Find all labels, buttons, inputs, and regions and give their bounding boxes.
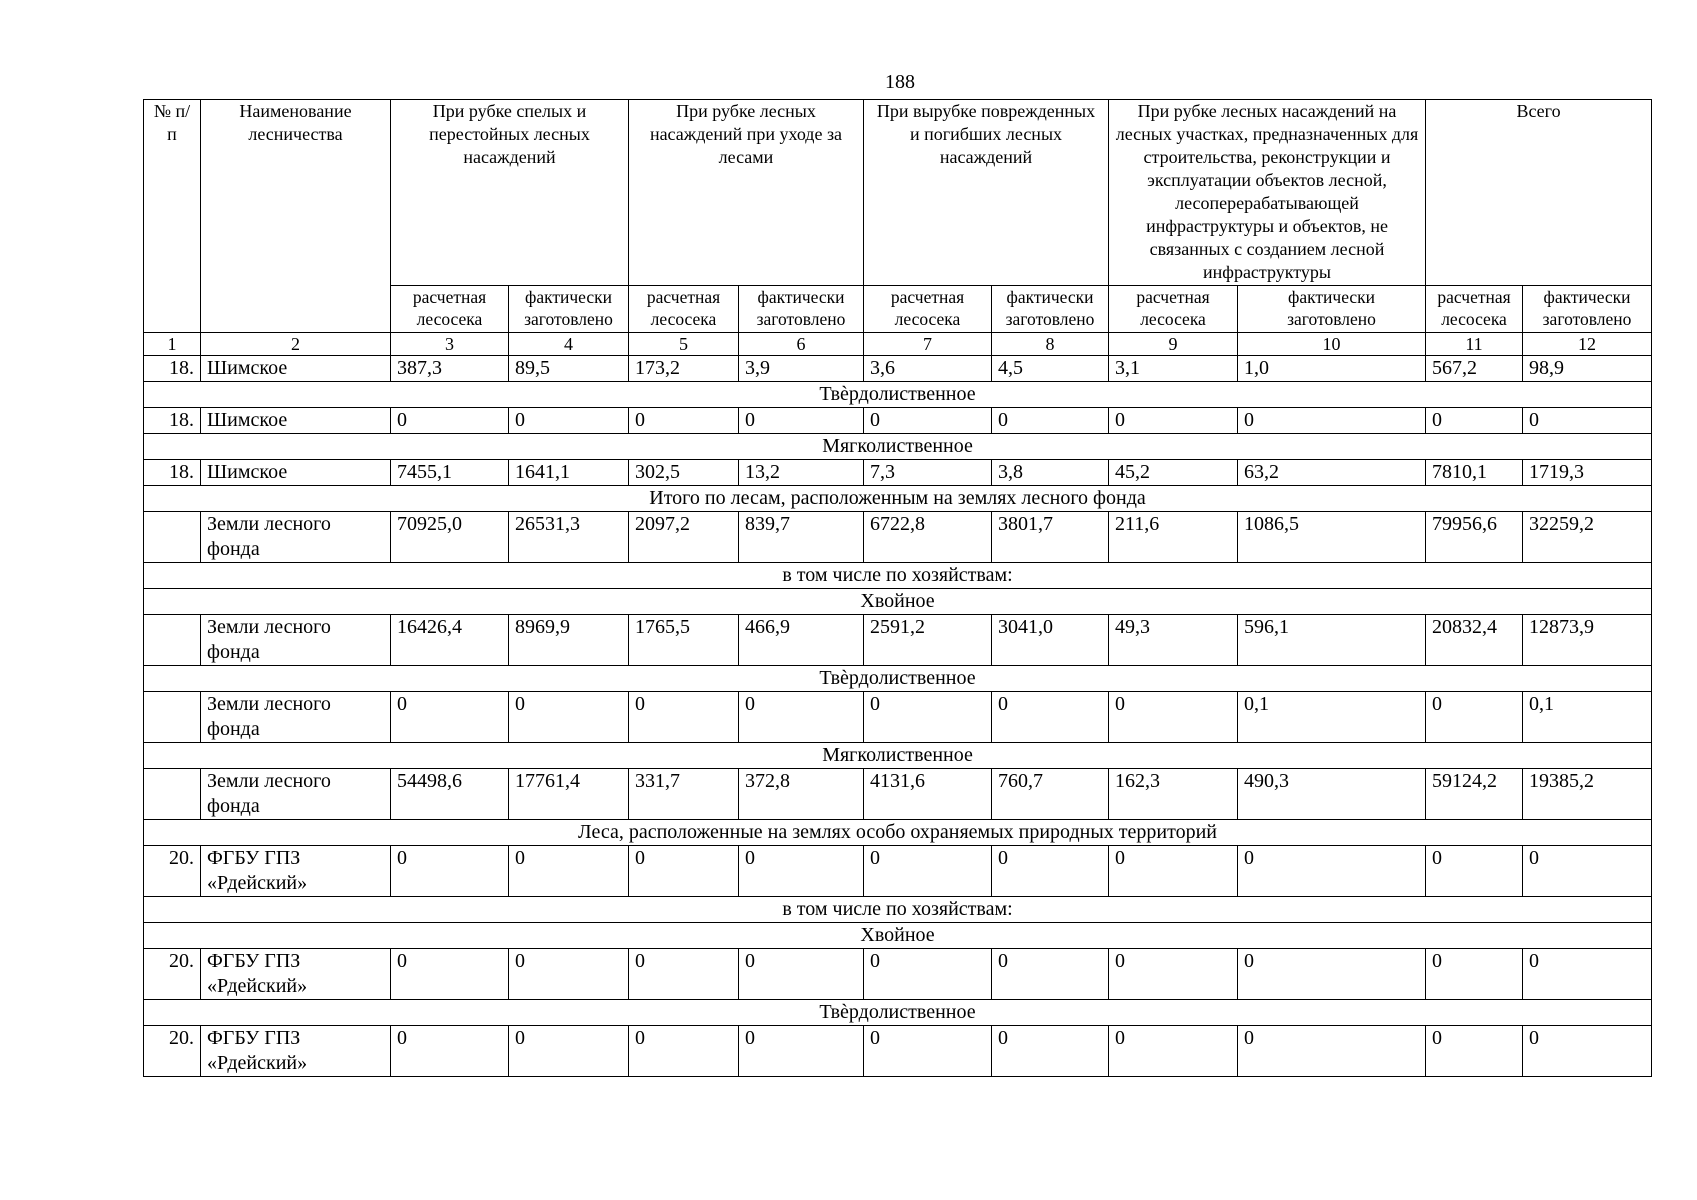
value-cell: 0: [1426, 408, 1523, 434]
value-cell: 331,7: [629, 769, 739, 820]
value-cell: 45,2: [1109, 460, 1238, 486]
value-cell: 3,6: [864, 356, 992, 382]
column-number: 9: [1109, 333, 1238, 356]
row-number: 20.: [144, 1026, 201, 1052]
section-heading: в том числе по хозяйствам:: [144, 563, 1652, 589]
value-cell: 49,3: [1109, 615, 1238, 666]
section-heading-row: [144, 820, 1652, 846]
row-number: 20.: [144, 949, 201, 1000]
table-body: [144, 356, 1652, 1077]
value-cell: 1086,5: [1238, 512, 1426, 563]
value-cell: 0: [739, 1026, 864, 1052]
header-group-total: Всего: [1426, 100, 1652, 286]
value-cell: 0: [1523, 1026, 1652, 1052]
value-cell: 0: [1109, 1026, 1238, 1052]
value-cell: 302,5: [629, 460, 739, 486]
value-cell: 0: [992, 692, 1109, 743]
section-heading-row: [144, 434, 1652, 460]
value-cell: 567,2: [1426, 356, 1523, 382]
section-heading: Леса, расположенные на землях особо охраняемых природных территорий: [144, 820, 1652, 846]
forestry-report-table: [143, 99, 1652, 1077]
value-cell: 0: [391, 692, 509, 743]
value-cell: 760,7: [992, 769, 1109, 820]
value-cell: 2097,2: [629, 512, 739, 563]
value-cell-empty: [739, 1051, 864, 1077]
value-cell: 0: [739, 949, 864, 1000]
section-heading-row: [144, 486, 1652, 512]
value-cell: 0: [1238, 949, 1426, 1000]
value-cell: 0: [1109, 949, 1238, 1000]
value-cell: 372,8: [739, 769, 864, 820]
section-heading-row: [144, 666, 1652, 692]
column-number: 8: [992, 333, 1109, 356]
header-fact: фактически заготовлено: [739, 286, 864, 333]
table-row: [144, 408, 1652, 434]
value-cell: 0: [1523, 949, 1652, 1000]
row-number: 18.: [144, 356, 201, 382]
value-cell: 596,1: [1238, 615, 1426, 666]
header-fact: фактически заготовлено: [509, 286, 629, 333]
column-number: 2: [201, 333, 391, 356]
value-cell: 19385,2: [1523, 769, 1652, 820]
value-cell: 0: [739, 408, 864, 434]
table-row: [144, 692, 1652, 743]
value-cell: 0: [629, 949, 739, 1000]
section-heading-row: [144, 743, 1652, 769]
table-row: [144, 949, 1652, 1000]
column-number: 7: [864, 333, 992, 356]
header-calc: расчетная лесосека: [1109, 286, 1238, 333]
forestry-name: Шимское: [201, 408, 391, 434]
section-heading: Твѐрдолиственное: [144, 666, 1652, 692]
value-cell: 0: [391, 1026, 509, 1052]
row-number: [144, 692, 201, 743]
header-name: Наименование лесничества: [201, 100, 391, 333]
value-cell: 79956,6: [1426, 512, 1523, 563]
table-row: [144, 460, 1652, 486]
forestry-name: ФГБУ ГПЗ «Рдейский»: [201, 949, 391, 1000]
table-row: [144, 769, 1652, 820]
value-cell: 0: [509, 692, 629, 743]
row-number-empty: [144, 1051, 201, 1077]
value-cell: 0: [864, 846, 992, 897]
value-cell: 3,8: [992, 460, 1109, 486]
value-cell: 8969,9: [509, 615, 629, 666]
header-calc: расчетная лесосека: [391, 286, 509, 333]
value-cell: 839,7: [739, 512, 864, 563]
header-no: № п/п: [144, 100, 201, 333]
value-cell: 3801,7: [992, 512, 1109, 563]
section-heading: Твѐрдолиственное: [144, 1000, 1652, 1026]
value-cell: 7,3: [864, 460, 992, 486]
value-cell: 0: [509, 1026, 629, 1052]
value-cell: 1,0: [1238, 356, 1426, 382]
value-cell: 7455,1: [391, 460, 509, 486]
value-cell-empty: [629, 1051, 739, 1077]
value-cell: 0: [391, 408, 509, 434]
value-cell: 0: [1109, 692, 1238, 743]
forestry-name: Земли лесного фонда: [201, 615, 391, 666]
column-number: 11: [1426, 333, 1523, 356]
section-heading-row: [144, 897, 1652, 923]
value-cell: 490,3: [1238, 769, 1426, 820]
value-cell-empty: [1523, 1051, 1652, 1077]
section-heading-row: [144, 923, 1652, 949]
row-number: [144, 615, 201, 666]
row-number: [144, 769, 201, 820]
value-cell: 32259,2: [1523, 512, 1652, 563]
value-cell: 0: [1238, 408, 1426, 434]
section-heading: Твѐрдолиственное: [144, 382, 1652, 408]
value-cell: 20832,4: [1426, 615, 1523, 666]
value-cell: 0: [629, 846, 739, 897]
header-group-4: При рубке лесных насаждений на лесных участках, предназначенных для строительства, реконструкции и эксплуатации объектов лесной, лесоперерабатывающей инфраструктуры и объектов, не связанных с созданием лесной инфраструктуры: [1109, 100, 1426, 286]
value-cell: 162,3: [1109, 769, 1238, 820]
section-heading: Хвойное: [144, 923, 1652, 949]
value-cell: 89,5: [509, 356, 629, 382]
section-heading: Итого по лесам, расположенным на землях лесного фонда: [144, 486, 1652, 512]
value-cell: 3,1: [1109, 356, 1238, 382]
value-cell: 0: [1426, 1026, 1523, 1052]
value-cell: 0: [1238, 1026, 1426, 1052]
value-cell: 0: [509, 408, 629, 434]
column-number: 10: [1238, 333, 1426, 356]
column-number: 1: [144, 333, 201, 356]
value-cell: 4,5: [992, 356, 1109, 382]
section-heading-row: [144, 589, 1652, 615]
value-cell: 3041,0: [992, 615, 1109, 666]
table-row: [144, 615, 1652, 666]
value-cell: 0: [629, 1026, 739, 1052]
value-cell: 0: [391, 846, 509, 897]
value-cell: 12873,9: [1523, 615, 1652, 666]
column-number: 6: [739, 333, 864, 356]
value-cell: 0: [1523, 408, 1652, 434]
row-number: 20.: [144, 846, 201, 897]
value-cell: 16426,4: [391, 615, 509, 666]
value-cell: 0: [629, 692, 739, 743]
value-cell: 466,9: [739, 615, 864, 666]
section-heading-row: [144, 382, 1652, 408]
value-cell: 98,9: [1523, 356, 1652, 382]
value-cell: 2591,2: [864, 615, 992, 666]
table-row: [144, 356, 1652, 382]
section-heading: Мягколиственное: [144, 743, 1652, 769]
forestry-name: Шимское: [201, 460, 391, 486]
column-number-row: [144, 333, 1652, 356]
value-cell: 1765,5: [629, 615, 739, 666]
value-cell: 59124,2: [1426, 769, 1523, 820]
value-cell: 0: [1109, 408, 1238, 434]
column-number: 12: [1523, 333, 1652, 356]
section-heading: Хвойное: [144, 589, 1652, 615]
table-row: [144, 512, 1652, 563]
table-row: [144, 1026, 1652, 1052]
forestry-name: Шимское: [201, 356, 391, 382]
value-cell: 6722,8: [864, 512, 992, 563]
section-heading-row: [144, 563, 1652, 589]
value-cell: 13,2: [739, 460, 864, 486]
forestry-name: Земли лесного фонда: [201, 692, 391, 743]
value-cell: 0: [864, 949, 992, 1000]
value-cell-empty: [1426, 1051, 1523, 1077]
forestry-name: ФГБУ ГПЗ «Рдейский»: [201, 846, 391, 897]
header-group-2: При рубке лесных насаждений при уходе за лесами: [629, 100, 864, 286]
value-cell-empty: [1109, 1051, 1238, 1077]
value-cell-empty: [509, 1051, 629, 1077]
value-cell: 0: [1238, 846, 1426, 897]
table-row-continuation: [144, 1051, 1652, 1077]
header-fact: фактически заготовлено: [1238, 286, 1426, 333]
value-cell: 0: [1523, 846, 1652, 897]
section-heading: Мягколиственное: [144, 434, 1652, 460]
value-cell: 0: [1426, 846, 1523, 897]
value-cell: 1719,3: [1523, 460, 1652, 486]
table-row: [144, 846, 1652, 897]
value-cell: 26531,3: [509, 512, 629, 563]
forestry-name: Земли лесного фонда: [201, 512, 391, 563]
value-cell-empty: [864, 1051, 992, 1077]
header-fact: фактически заготовлено: [992, 286, 1109, 333]
value-cell-empty: [1238, 1051, 1426, 1077]
value-cell: 0: [629, 408, 739, 434]
value-cell: 0: [1426, 692, 1523, 743]
value-cell: 70925,0: [391, 512, 509, 563]
value-cell: 0: [739, 846, 864, 897]
value-cell: 387,3: [391, 356, 509, 382]
value-cell: 0: [509, 846, 629, 897]
value-cell: 0: [992, 408, 1109, 434]
row-number: 18.: [144, 460, 201, 486]
row-number: 18.: [144, 408, 201, 434]
value-cell: 211,6: [1109, 512, 1238, 563]
value-cell: 0: [509, 949, 629, 1000]
value-cell-empty: [992, 1051, 1109, 1077]
header-calc: расчетная лесосека: [1426, 286, 1523, 333]
row-number: [144, 512, 201, 563]
value-cell: 17761,4: [509, 769, 629, 820]
value-cell: 0: [864, 408, 992, 434]
value-cell: 0: [1426, 949, 1523, 1000]
value-cell: 0: [864, 1026, 992, 1052]
value-cell: 0: [739, 692, 864, 743]
value-cell: 4131,6: [864, 769, 992, 820]
value-cell: 63,2: [1238, 460, 1426, 486]
value-cell: 7810,1: [1426, 460, 1523, 486]
value-cell: 0,1: [1238, 692, 1426, 743]
section-heading-row: [144, 1000, 1652, 1026]
header-calc: расчетная лесосека: [864, 286, 992, 333]
value-cell: 0: [1109, 846, 1238, 897]
value-cell: 0: [864, 692, 992, 743]
value-cell-empty: [391, 1051, 509, 1077]
value-cell: 0: [992, 846, 1109, 897]
forestry-name: ФГБУ ГПЗ: [201, 1026, 391, 1052]
column-number: 4: [509, 333, 629, 356]
header-fact: фактически заготовлено: [1523, 286, 1652, 333]
forestry-name: Земли лесного фонда: [201, 769, 391, 820]
value-cell: 54498,6: [391, 769, 509, 820]
header-calc: расчетная лесосека: [629, 286, 739, 333]
value-cell: 0,1: [1523, 692, 1652, 743]
value-cell: 0: [992, 1026, 1109, 1052]
section-heading: в том числе по хозяйствам:: [144, 897, 1652, 923]
value-cell: 173,2: [629, 356, 739, 382]
column-number: 3: [391, 333, 509, 356]
value-cell: 1641,1: [509, 460, 629, 486]
page-number: 188: [885, 71, 915, 93]
header-group-3: При вырубке поврежденных и погибших лесных насаждений: [864, 100, 1109, 286]
header-group-1: При рубке спелых и перестойных лесных насаждений: [391, 100, 629, 286]
value-cell: 3,9: [739, 356, 864, 382]
forestry-name: «Рдейский»: [201, 1051, 391, 1077]
value-cell: 0: [992, 949, 1109, 1000]
value-cell: 0: [391, 949, 509, 1000]
column-number: 5: [629, 333, 739, 356]
